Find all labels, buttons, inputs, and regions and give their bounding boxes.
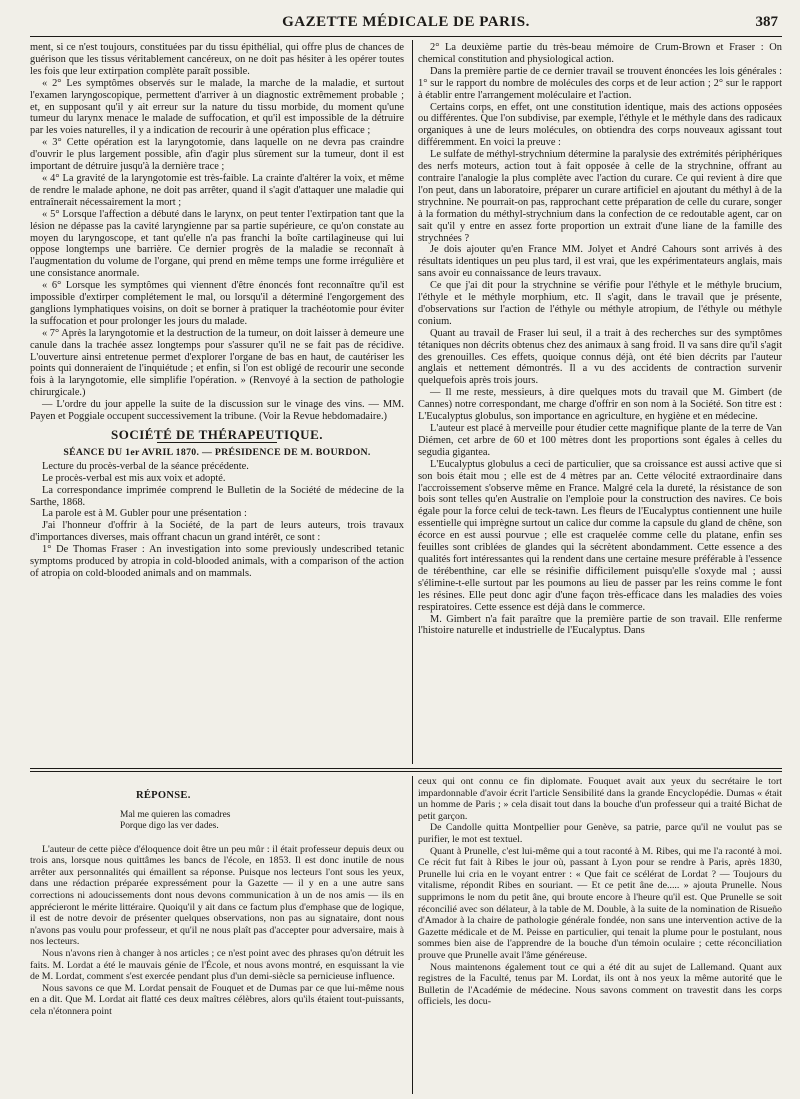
paragraph: « 5° Lorsque l'affection a débuté dans le larynx, on peut tenter l'extirpation tant que la lésion ne dépasse pas la cavité laryngienne par sa partie supérieure, ce qu'on constate au moyen du laryngoscope, et tant qu'elle n'a pas franchi la boîte cartilagineuse qui lui oppose longtemps une barrière. Ce dernier progrès de la maladie se reconnaît à l'augmentation du volume de l'organe, qui prend en même temps une forme irrégulière et une consistance anormale. [30,208,404,280]
paragraph: Le sulfate de méthyl-strychnium détermine la paralysie des extrémités périphériques des nerfs moteurs, action tout à fait opposée à celle de la strychnine, offrant au contraire l'analogie la plus complète avec l'action du curare. Ce qui revient à dire que l'on peut, dans un laboratoire, préparer un curare artificiel en ajoutant du méthyl à de la strychnine. Ne pourrait-on pas, rapprochant cette préparation de celle du curare, songer à la formation du méthyl-strychnium dans la confection de ce redoutable agent, car on sait qu'il y entre en assez forte proportion un extrait d'une liane de la famille des strychnées ? [418,149,782,244]
page-number: 387 [755,14,778,30]
page-header [30,8,782,37]
epigraph-line: Porque digo las ver dades. [120,820,219,831]
paragraph: Quant au travail de Fraser lui seul, il a trait à des recherches sur des symptômes tétaniques non décrits obtenus chez des animaux à sang froid. Il va sans dire qu'il s'agit des grenouilles. Ces effets, quoique connus déjà, ont été bien décrits par l'auteur anglais et nettement démontrés. Il a vu des accidents de contraction survenir quelquefois après trois jours. [418,327,782,387]
paragraph: J'ai l'honneur d'offrir à la Société, de la part de leurs auteurs, trois travaux d'importances diverses, mais offrant chacun un grand intérêt, ce sont : [30,520,404,544]
paragraph: Nous n'avons rien à changer à nos articles ; ce n'est point avec des phrases qu'on détruit les faits. M. Lordat a été le mauvais génie de l'École, et nous avons montré, en esquissant la vie de M. Lordat, comment s'est exercée pendant plus d'un demi-siècle sa pernicieuse influence. [30,947,404,983]
paragraph: — Il me reste, messieurs, à dire quelques mots du travail que M. Gimbert (de Cannes) notre correspondant, me charge d'offrir en son nom à la Société. Son titre est : L'Eucalyptus globulus, son importance en agriculture, en hygiène et en médecine. [418,387,782,423]
paragraph: Dans la première partie de ce dernier travail se trouvent énoncées les lois générales : 1° sur le rapport du nombre de molécules des corps et de leur action ; 2° sur le rapport à établir entre l'arrangement moléculaire et l'action. [418,65,782,101]
paragraph: 2° La deuxième partie du très-beau mémoire de Crum-Brown et Fraser : On chemical constitution and physiological action. [418,42,782,65]
paragraph: « 7° Après la laryngotomie et la destruction de la tumeur, on doit laisser à demeure une canule dans la trachée assez longtemps pour s'assurer qu'il ne se fait pas de récidive. L'ouverture ainsi entretenue permet d'explorer l'organe de bas en haut, de cautériser les points qui donneraient de l'inquiétude ; et enfin, si l'on est obligé de recourir une seconde fois à la laryngotomie, elle simplifie l'opération. » (Renvoyé à la section de pathologie chirurgicale.) [30,327,404,399]
paragraph: ceux qui ont connu ce fin diplomate. Fouquet avait aux yeux du secrétaire le tort impardonnable d'avoir écrit l'article Sensibilité dans la grande Encyclopédie. Dumas « était un homme de Paris ; » cela disait tout dans la bouche d'un professeur qui a traité Bichat de petit garçon. [418,776,782,822]
column-divider-top [412,40,413,764]
feuilleton-rule [30,768,782,769]
paragraph: Le procès-verbal est mis aux voix et adopté. [42,472,226,484]
paragraph: ment, si ce n'est toujours, constituées par du tissu épithélial, qui offre plus de chances de guérison que les tissus véritablement cancéreux, on ne doit pas hésiter à les opérer toutes les fois que leur extirpation complète paraît possible. [30,42,404,77]
paragraph: « 2° Les symptômes observés sur le malade, la marche de la maladie, et surtout l'examen laryngoscopique, permettent d'arriver à un diagnostic extrêmement probable ; et, en supposant qu'il y ait erreur sur la nature du tissu morbide, du moment qu'une tumeur du larynx menace le malade de suffocation, et qu'il est impossible de la détruire par les voies naturelles, il y a indication de recourir à une opération plus efficace ; [30,77,404,137]
column-top-left [30,42,404,764]
paragraph: « 3° Cette opération est la laryngotomie, dans laquelle on ne devra pas craindre d'ouvrir le plus largement possible, afin d'agir plus sûrement sur la tumeur, dont il est important de détruire jusqu'à la dernière trace ; [30,137,404,173]
column-top-right [418,42,782,764]
column-divider-bottom [412,776,413,1094]
paragraph: Nous savons ce que M. Lordat pensait de Fouquet et de Dumas par ce que lui-même nous en a dit. Que M. Lordat ait flatté ces deux maîtres célèbres, alors qu'ils étaient tout-puissants, cela n'étonnera point [30,982,404,1017]
epigraph-line: Mal me quieren las comadres [120,809,231,820]
paragraph: Lecture du procès-verbal de la séance précédente. [42,460,249,472]
paragraph: L'Eucalyptus globulus a ceci de particulier, que sa croissance est aussi active que si son bois était mou ; elle est de 4 mètres par an. Cette vélocité extraordinaire dans l'accroissement s'observe même en France. Malgré cela la dureté, la résistance de son bois sont telles qu'en Australie on l'emploie pour la construction des navires. Ce bois égale pour la force celui de teck-tawn. Les fleurs de l'Eucalyptus contiennent une huile essentielle qui imprègne surtout un calice dur comme la capsule du gland de chêne, son écorce en est aussi pourvue ; elle est craquelée comme celle du platane, enfin ses feuilles sont criblées de glandes qui la sécrètent abondamment. Cette essence a des qualités fort intéressantes qui la rendent dans une certaine mesure préférable à l'essence de térébenthine, car elle se résinifie difficilement puisqu'elle s'oxyde mal ; aussi s'élimine-t-elle surtout par les poumons au lieu de passer par les reins comme le font les résines. Elle peut donc agir d'une façon très-efficace dans les maladies des voies respiratoires. Cette essence est déjà dans le commerce. [418,458,782,613]
paragraph: La parole est à M. Gubler pour une présentation : [42,508,247,520]
paragraph: M. Gimbert n'a fait paraître que la première partie de son travail. Elle renferme l'histoire naturelle et industrielle de l'Eucalyptus. Dans [418,613,782,637]
paragraph: La correspondance imprimée comprend le Bulletin de la Société de médecine de la Sarthe, 1868. [30,484,404,508]
paragraph: Ce que j'ai dit pour la strychnine se vérifie pour l'éthyle et le méthyle brucium, l'éthyle et le méthyle morphium, etc. Il s'agit, dans le travail que je présente, d'observations sur l'action de l'éthyle ou méthyle atropium, de l'éthyle ou méthyle conium. [418,280,782,327]
paragraph: L'auteur de cette pièce d'éloquence doit être un peu mûr : il était professeur depuis deux ou trois ans, lorsque nous quittâmes les bancs de l'école, en 1853. Il est donc inutile de nous arrêter aux personnalités qui émaillent sa réponse. Puisque nos lecteurs l'ont sous les yeux, dans une rédaction préparée expressément pour la Gazette — il y en a une autre sans corrections ni adoucissements dont nous devons communication à un de nos amis — ils en apprécieront le mérite littéraire. Quoiqu'il y ait dans ce factum plus d'emphase que de logique, il est de notre devoir de présenter quelques observations, non pas au signataire, dont nous n'avons pas voulu pour professeur, et qu'il ne nous plaît pas d'accepter pour adversaire, mais à nos lecteurs. [30,843,404,948]
column-bottom-right [418,776,782,1094]
paragraph: — L'ordre du jour appelle la suite de la discussion sur le vinage des vins. — MM. Payen et Poggiale occupent successivement la tribune. (Voir la Revue hebdomadaire.) [30,399,404,423]
paragraph: Certains corps, en effet, ont une constitution identique, mais des actions opposées ou différentes. Que l'on subdivise, par exemple, l'éthyle et le méthyle dans des radicaux organiques à une de leurs molécules, on obtiendra des corps nouveaux agissant tout différemment. En voici la preuve : [418,101,782,149]
paragraph: Nous maintenons également tout ce qui a été dit au sujet de Lallemand. Quant aux registres de la Faculté, tenus par M. Lordat, ils ont à nos yeux la même autorité que le Bulletin de l'Académie de médecine. Nous savons comment on travestit dans les corps officiels, les docu- [418,961,782,1008]
paragraph: De Candolle quitta Montpellier pour Genève, sa patrie, parce qu'il ne voulut pas se purifier, le mot est textuel. [418,822,782,845]
reponse-title: RÉPONSE. [136,790,191,801]
section-rule [157,442,277,443]
section-title: SOCIÉTÉ DE THÉRAPEUTIQUE. [110,427,323,442]
paragraph: « 6° Lorsque les symptômes qui viennent d'être énoncés font reconnaître qu'il est impossible d'extirper complétement le mal, ou lorsqu'il a déterminé l'engorgement des ganglions lymphatiques voisins, on doit se borner à pratiquer la trachéotomie pour éviter la suffocation et pour prolonger les jours du malade. [30,280,404,327]
paragraph: Quant à Prunelle, c'est lui-même qui a tout raconté à M. Ribes, qui me l'a raconté à moi. Ce récit fut fait à Ribes le jour où, passant à Lyon pour se rendre à Paris, après 1830, Prunelle lui cria en le voyant entrer : « Que fait ce scélérat de Lordat ? — Toujours du vitalisme, répondit Ribes en souriant. — Et ce petit âne de..... » ajouta Prunelle. Nous supprimons le nom du petit âne, qui broute encore à l'heure qu'il est. Que Prunelle se soit réconcilié avec son délateur, à la table de M. Double, à la suite de la nomination de Risueño d'Amador à la chaire de pathologie générale fondée, non sans une intervention active de la Gazette médicale et de M. Peisse en particulier, qui tenait la plume pour le postulant, nous sommes bien aise de l'apprendre de la bouche d'un témoin oculaire ; cette réconciliation prouve que Prunelle avait l'âme généreuse. [418,845,782,961]
seance-line: SÉANCE DU 1er AVRIL 1870. — PRÉSIDENCE DE M. BOURDON. [63,446,371,458]
running-title: GAZETTE MÉDICALE DE PARIS. [282,14,530,30]
column-bottom-left [30,776,404,1094]
feuilleton-rule-2 [30,771,782,772]
paragraph: « 4° La gravité de la laryngotomie est très-faible. La crainte d'altérer la voix, et même de rendre le malade aphone, ne doit pas arrêter, quand il s'agit d'attaquer une maladie qui entraînerait nécessairement la mort ; [30,172,404,208]
paragraph: Je dois ajouter qu'en France MM. Jolyet et André Cahours sont arrivés à des résultats identiques un peu plus tard, il est vrai, que les expérimentateurs anglais, mais sans avoir eu connaissance de leurs travaux. [418,244,782,280]
paragraph: 1° De Thomas Fraser : An investigation into some previously undescribed tetanic symptoms produced by atropia in cold-blooded animals, with a comparison of the action of atropia on cold-blooded animals and on mammals. [30,544,404,579]
paragraph: L'auteur est placé à merveille pour étudier cette magnifique plante de la terre de Van Diémen, cet arbre de 60 et 100 mètres dont les proportions sont égales à celles du segudia gigantea. [418,423,782,458]
